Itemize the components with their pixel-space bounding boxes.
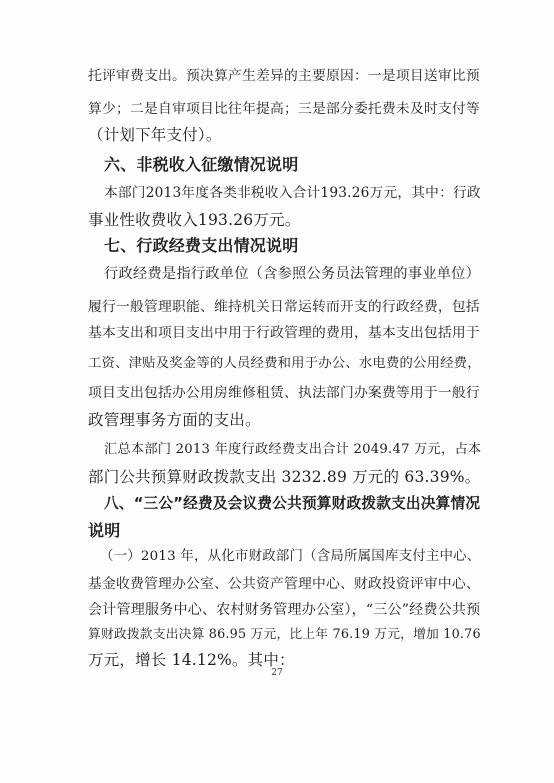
text-line-8: 行政经费是指行政单位（含参照公务员法管理的事业单位）: [104, 266, 481, 282]
text-line-19: 基金收费管理办公室、公共资产管理中心、财政投资评审中心、: [88, 576, 480, 592]
text-line-21: 算财政拨款支出决算 86.95 万元，比上年 76.19 万元，增加 10.76: [88, 627, 481, 642]
section-heading-8-cont: 说明: [88, 521, 121, 540]
text-line-14: 汇总本部门 2013 年度行政经费支出合计 2049.47 万元，占本: [104, 442, 482, 457]
text-line-3: （计划下年支付）。: [88, 126, 222, 144]
text-line-1: 托评审费支出。预决算产生差异的主要原因：一是项目送审比预: [88, 68, 480, 84]
text-line-18: （一）2013 年，从化市财政部门（含局所属国库支付主中心、: [100, 549, 481, 564]
text-line-10: 基本支出和项目支出中用于行政管理的费用，基本支出包括用于: [88, 325, 480, 341]
text-line-11: 工资、津贴及奖金等的人员经费和用于办公、水电费的公用经费，: [88, 356, 481, 371]
text-line-6: 事业性收费收入193.26万元。: [88, 211, 301, 229]
section-heading-8: 八、“三公”经费及会议费公共预算财政拨款支出决算情况: [104, 495, 481, 512]
text-line-22: 万元，增长 14.12%。其中：: [88, 651, 295, 669]
text-line-20: 会计管理服务中心、农村财务管理办公室），“三公”经费公共预: [88, 602, 481, 618]
text-line-13: 政管理事务方面的支出。: [88, 411, 261, 429]
text-line-15: 部门公共预算财政拨款支出 3232.89 万元的 63.39%。: [88, 468, 481, 486]
text-line-9: 履行一般管理职能、维持机关日常运转而开支的行政经费，包括: [88, 299, 480, 315]
section-heading-7: 七、行政经费支出情况说明: [104, 236, 299, 255]
page-number: 27: [271, 668, 283, 678]
text-line-5: 本部门2013年度各类非税收入合计193.26万元，其中：行政: [104, 185, 481, 201]
text-line-2: 算少；二是自审项目比往年提高；三是部分委托费未及时支付等: [88, 101, 480, 117]
section-heading-6: 六、非税收入征缴情况说明: [104, 155, 299, 174]
text-line-12: 项目支出包括办公用房维修租赁、执法部门办案费等用于一般行: [88, 385, 480, 401]
